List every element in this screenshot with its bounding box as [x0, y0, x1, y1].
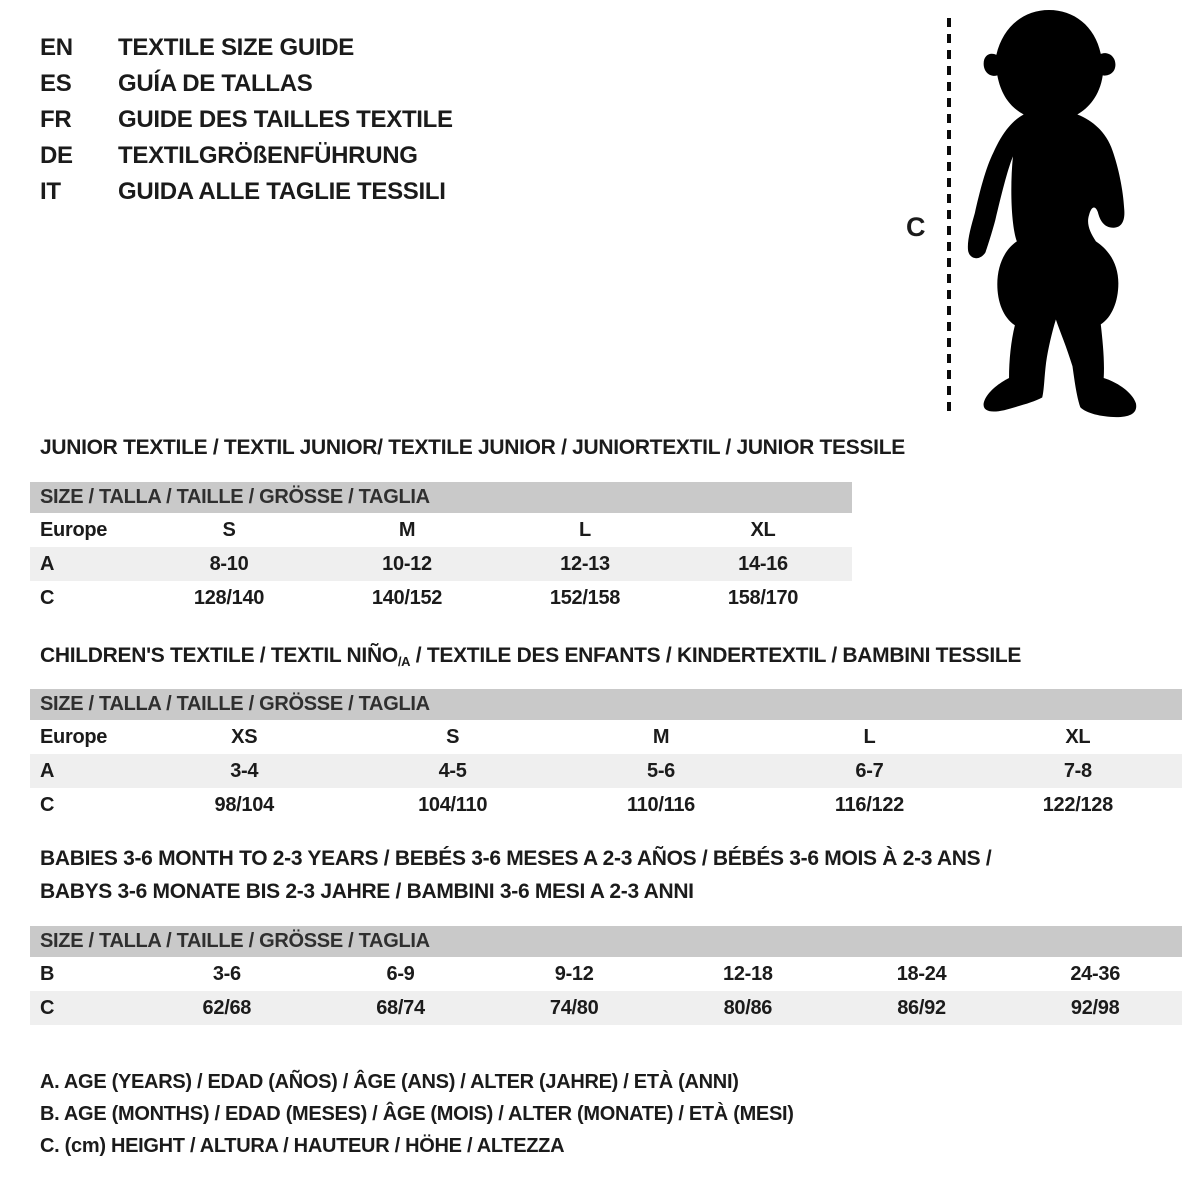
- height-measure-dashed-line: [947, 18, 951, 416]
- row-label: A: [40, 759, 55, 782]
- size-value: XL: [750, 518, 776, 541]
- row-label: A: [40, 552, 55, 575]
- legend-line-c: C. (cm) HEIGHT / ALTURA / HAUTEUR / HÖHE / ALTEZZA: [40, 1135, 565, 1157]
- height-value: 116/122: [834, 793, 904, 816]
- language-title: TEXTILE SIZE GUIDE: [118, 34, 354, 61]
- language-code: EN: [40, 34, 73, 61]
- table-row-age: [30, 754, 1182, 788]
- height-value: 104/110: [418, 793, 488, 816]
- height-value: 110/116: [627, 793, 696, 816]
- row-label: B: [40, 962, 55, 985]
- table-row-age: [30, 547, 852, 581]
- height-value: 92/98: [1070, 996, 1120, 1019]
- height-value: 98/104: [214, 793, 274, 816]
- table-row-height: [30, 788, 1182, 822]
- children-section-title: [40, 644, 1021, 669]
- age-value: 3-4: [230, 759, 259, 782]
- babies-title-line2: BABYS 3-6 MONATE BIS 2-3 JAHRE / BAMBINI 3-6 MESI A 2-3 ANNI: [40, 880, 694, 903]
- junior-section-title: JUNIOR TEXTILE / TEXTIL JUNIOR/ TEXTILE JUNIOR / JUNIORTEXTIL / JUNIOR TESSILE: [40, 436, 905, 459]
- height-value: 158/170: [727, 586, 799, 609]
- age-months-value: 24-36: [1070, 962, 1121, 985]
- table-row-months: [30, 957, 1182, 991]
- language-row-en: [40, 30, 453, 66]
- toddler-silhouette-icon: [958, 10, 1144, 420]
- height-value: 62/68: [202, 996, 252, 1019]
- age-months-value: 18-24: [896, 962, 947, 985]
- legend-line-a: A. AGE (YEARS) / EDAD (AÑOS) / ÂGE (ANS) / ALTER (JAHRE) / ETÀ (ANNI): [40, 1071, 739, 1093]
- table-row-height: [30, 991, 1182, 1025]
- language-row-fr: [40, 102, 453, 138]
- height-value: 128/140: [193, 586, 265, 609]
- size-header-label: SIZE / TALLA / TAILLE / GRÖSSE / TAGLIA: [40, 486, 430, 508]
- size-value: XS: [231, 725, 258, 748]
- babies-size-table: [30, 926, 1182, 1025]
- language-code: DE: [40, 142, 73, 169]
- age-months-value: 6-9: [386, 962, 415, 985]
- height-value: 140/152: [371, 586, 443, 609]
- babies-title-line1: BABIES 3-6 MONTH TO 2-3 YEARS / BEBÉS 3-6 MESES A 2-3 AÑOS / BÉBÉS 3-6 MOIS À 2-3 ANS /: [40, 847, 992, 870]
- size-header-label: SIZE / TALLA / TAILLE / GRÖSSE / TAGLIA: [40, 693, 430, 715]
- language-row-it: [40, 174, 453, 210]
- children-title-sub: /A: [397, 654, 411, 669]
- size-value: S: [222, 518, 236, 541]
- children-title-prefix: CHILDREN'S TEXTILE / TEXTIL NIÑO: [40, 644, 398, 667]
- age-value: 12-13: [560, 552, 610, 575]
- children-size-table: [30, 689, 1182, 822]
- language-title: GUIDA ALLE TAGLIE TESSILI: [118, 178, 446, 205]
- table-row-europe: [30, 720, 1182, 754]
- height-value: 122/128: [1042, 793, 1113, 816]
- height-value: 74/80: [549, 996, 599, 1019]
- row-label: C: [40, 996, 55, 1019]
- language-code: IT: [40, 178, 61, 205]
- size-header-bar: [30, 482, 852, 513]
- height-value: 68/74: [376, 996, 425, 1019]
- children-title-suffix: / TEXTILE DES ENFANTS / KINDERTEXTIL / BAMBINI TESSILE: [410, 644, 1022, 667]
- size-header-bar: [30, 926, 1182, 957]
- age-value: 4-5: [438, 759, 467, 782]
- size-value: M: [398, 518, 416, 541]
- size-value: XL: [1065, 725, 1091, 748]
- age-value: 8-10: [209, 552, 249, 575]
- height-value: 86/92: [897, 996, 946, 1019]
- row-label: Europe: [40, 518, 108, 541]
- size-value: L: [863, 725, 876, 748]
- size-header-label: SIZE / TALLA / TAILLE / GRÖSSE / TAGLIA: [40, 930, 430, 952]
- language-title: GUIDE DES TAILLES TEXTILE: [118, 106, 453, 133]
- language-title: TEXTILGRÖßENFÜHRUNG: [118, 142, 418, 169]
- babies-section-title: [40, 842, 991, 908]
- age-months-value: 12-18: [723, 962, 773, 985]
- legend: [40, 1066, 794, 1162]
- age-value: 10-12: [382, 552, 432, 575]
- size-value: M: [652, 725, 670, 748]
- height-measure-label: C: [906, 212, 926, 242]
- row-label: C: [40, 793, 55, 816]
- junior-size-table: [30, 482, 852, 615]
- age-value: 6-7: [855, 759, 884, 782]
- size-header-bar: [30, 689, 1182, 720]
- language-code: ES: [40, 70, 72, 97]
- language-row-es: [40, 66, 453, 102]
- height-value: 80/86: [723, 996, 773, 1019]
- language-title: GUÍA DE TALLAS: [118, 70, 313, 97]
- table-row-europe: [30, 513, 852, 547]
- language-code: FR: [40, 106, 72, 133]
- age-value: 7-8: [1063, 759, 1092, 782]
- age-value: 14-16: [738, 552, 788, 575]
- age-value: 5-6: [647, 759, 676, 782]
- size-value: L: [579, 518, 591, 541]
- age-months-value: 9-12: [554, 962, 594, 985]
- legend-line-b: B. AGE (MONTHS) / EDAD (MESES) / ÂGE (MOIS) / ALTER (MONATE) / ETÀ (MESI): [40, 1103, 794, 1125]
- row-label: C: [40, 586, 55, 609]
- height-value: 152/158: [549, 586, 621, 609]
- age-months-value: 3-6: [212, 962, 241, 985]
- row-label: Europe: [40, 725, 108, 748]
- language-row-de: [40, 138, 453, 174]
- language-title-list: [40, 30, 453, 210]
- table-row-height: [30, 581, 852, 615]
- size-value: S: [446, 725, 460, 748]
